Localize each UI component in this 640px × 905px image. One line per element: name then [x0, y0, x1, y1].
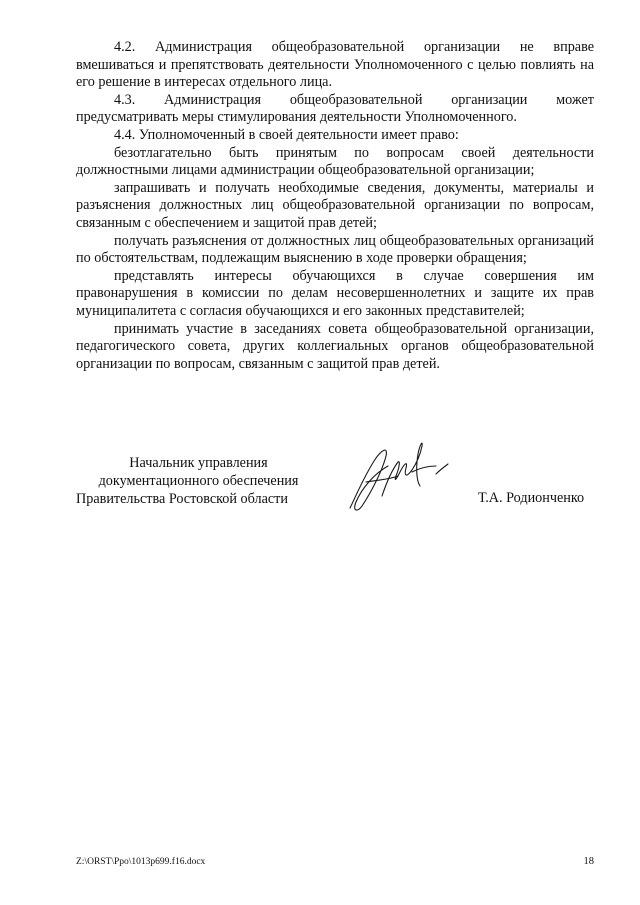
right-item-represent: представлять интересы обучающихся в случае совершения им правонарушения в комиссии по делам несовершеннолетних и защите их прав муниципалитета с согласия обучающихся и его законных представителей;: [76, 267, 594, 319]
right-item-accepted: безотлагательно быть принятым по вопросам своей деятельности должностными лицами администрации общеобразовательной организации;: [76, 144, 594, 179]
signatory-name: Т.А. Родионченко: [478, 490, 585, 506]
footer-file-path: Z:\ORST\Ppo\1013p699.f16.docx: [76, 857, 206, 867]
right-item-explanations: получать разъяснения от должностных лиц общеобразовательных организаций по обстоятельствам, подлежащим выяснению в ходе проверки обращения;: [76, 232, 594, 267]
right-item-request-info: запрашивать и получать необходимые сведения, документы, материалы и разъяснения должностных лиц общеобразовательной организации по вопросам, связанным с обеспечением и защитой прав детей;: [76, 179, 594, 231]
paragraph-4-3: 4.3. Администрация общеобразовательной организации может предусматривать меры стимулирования деятельности Уполномоченного.: [76, 91, 594, 126]
signatory-title-line: документационного обеспечения: [98, 472, 299, 489]
paragraph-4-4: 4.4. Уполномоченный в своей деятельности имеет право:: [114, 126, 459, 143]
signatory-title: [76, 455, 321, 508]
right-item-participate: принимать участие в заседаниях совета общеобразовательной организации, педагогического совета, других коллегиальных органов общеобразовательной организации по вопросам, связанным с защитой прав детей.: [76, 320, 594, 372]
document-body: [76, 39, 594, 373]
signatory-title-line: Правительства Ростовской области: [76, 490, 288, 507]
paragraph-4-2: 4.2. Администрация общеобразовательной организации не вправе вмешиваться и препятствовать деятельности Уполномоченного с целью повлиять на его решение в интересах отдельного лица.: [76, 39, 594, 91]
handwritten-signature: [336, 436, 454, 516]
page-number: 18: [583, 856, 594, 867]
signatory-title-line: Начальник управления: [129, 455, 268, 471]
